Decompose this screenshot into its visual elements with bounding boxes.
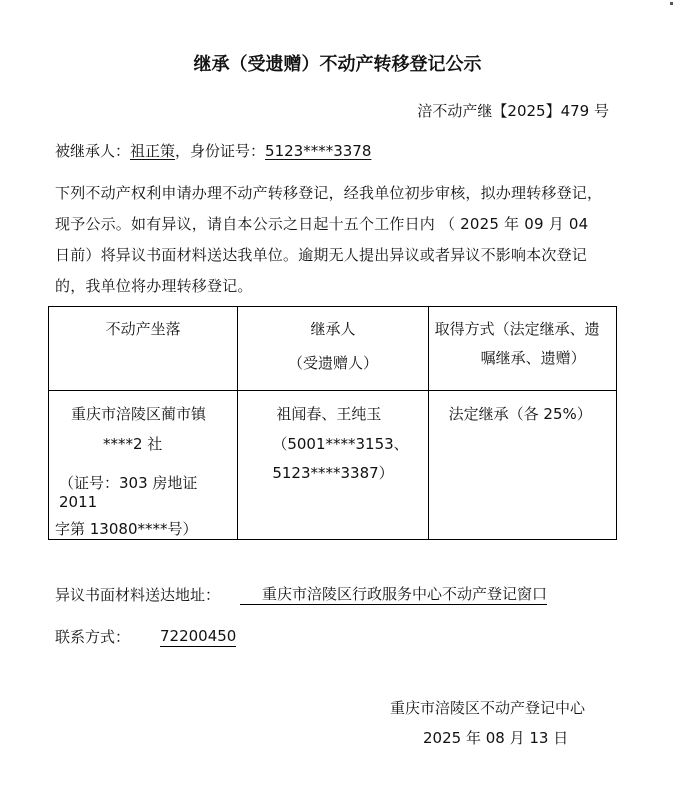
header-method: 取得方式（法定继承、遗 嘱继承、遗赠） [428, 307, 616, 391]
page-title: 继承（受遗赠）不动产转移登记公示 [193, 54, 482, 75]
decedent-name-label: 被继承人： [55, 142, 131, 160]
document-number: 涪不动产继【2025】479 号 [417, 102, 609, 120]
notice-line: 日前）将异议书面材料送达我单位。逾期无人提出异议或者异议不影响本次登记 [55, 246, 588, 264]
decedent-id-number: 5123****3378 [265, 142, 372, 160]
header-location: 不动产坐落 [49, 307, 238, 391]
decedent-id-label: ，身份证号： [175, 142, 266, 160]
decedent-info [55, 140, 371, 161]
property-table [48, 306, 617, 540]
cell-location: 重庆市涪陵区蔺市镇 ****2 社 （证号：303 房地证 2011 字第 13080****号） [49, 391, 238, 540]
objection-address-label: 异议书面材料送达地址： [55, 586, 221, 604]
notice-line: 的，我单位将办理转移登记。 [55, 277, 253, 295]
objection-address-value: 重庆市涪陵区行政服务中心不动产登记窗口 [240, 584, 547, 605]
cell-heirs: 祖闻春、王纯玉 （5001****3153、 5123****3387） [238, 391, 428, 540]
corner-mark [670, 2, 673, 5]
header-heir: 继承人 （受遗赠人） [238, 307, 428, 391]
contact-value: 72200450 [160, 627, 237, 645]
table-row [49, 391, 617, 540]
contact-label: 联系方式： [55, 628, 131, 646]
notice-line: 下列不动产权利申请办理不动产转移登记，经我单位初步审核，拟办理转移登记， [55, 184, 603, 202]
issuer: 重庆市涪陵区不动产登记中心 [390, 699, 586, 717]
notice-paragraph [55, 178, 615, 302]
cell-method: 法定继承（各 25%） [428, 391, 616, 540]
notice-line: 现予公示。如有异议，请自本公示之日起十五个工作日内 （ 2025 年 09 月 04 [55, 215, 589, 233]
table-header-row [49, 307, 617, 391]
decedent-name: 祖正策 [130, 142, 176, 160]
issue-date: 2025 年 08 月 13 日 [423, 729, 569, 747]
